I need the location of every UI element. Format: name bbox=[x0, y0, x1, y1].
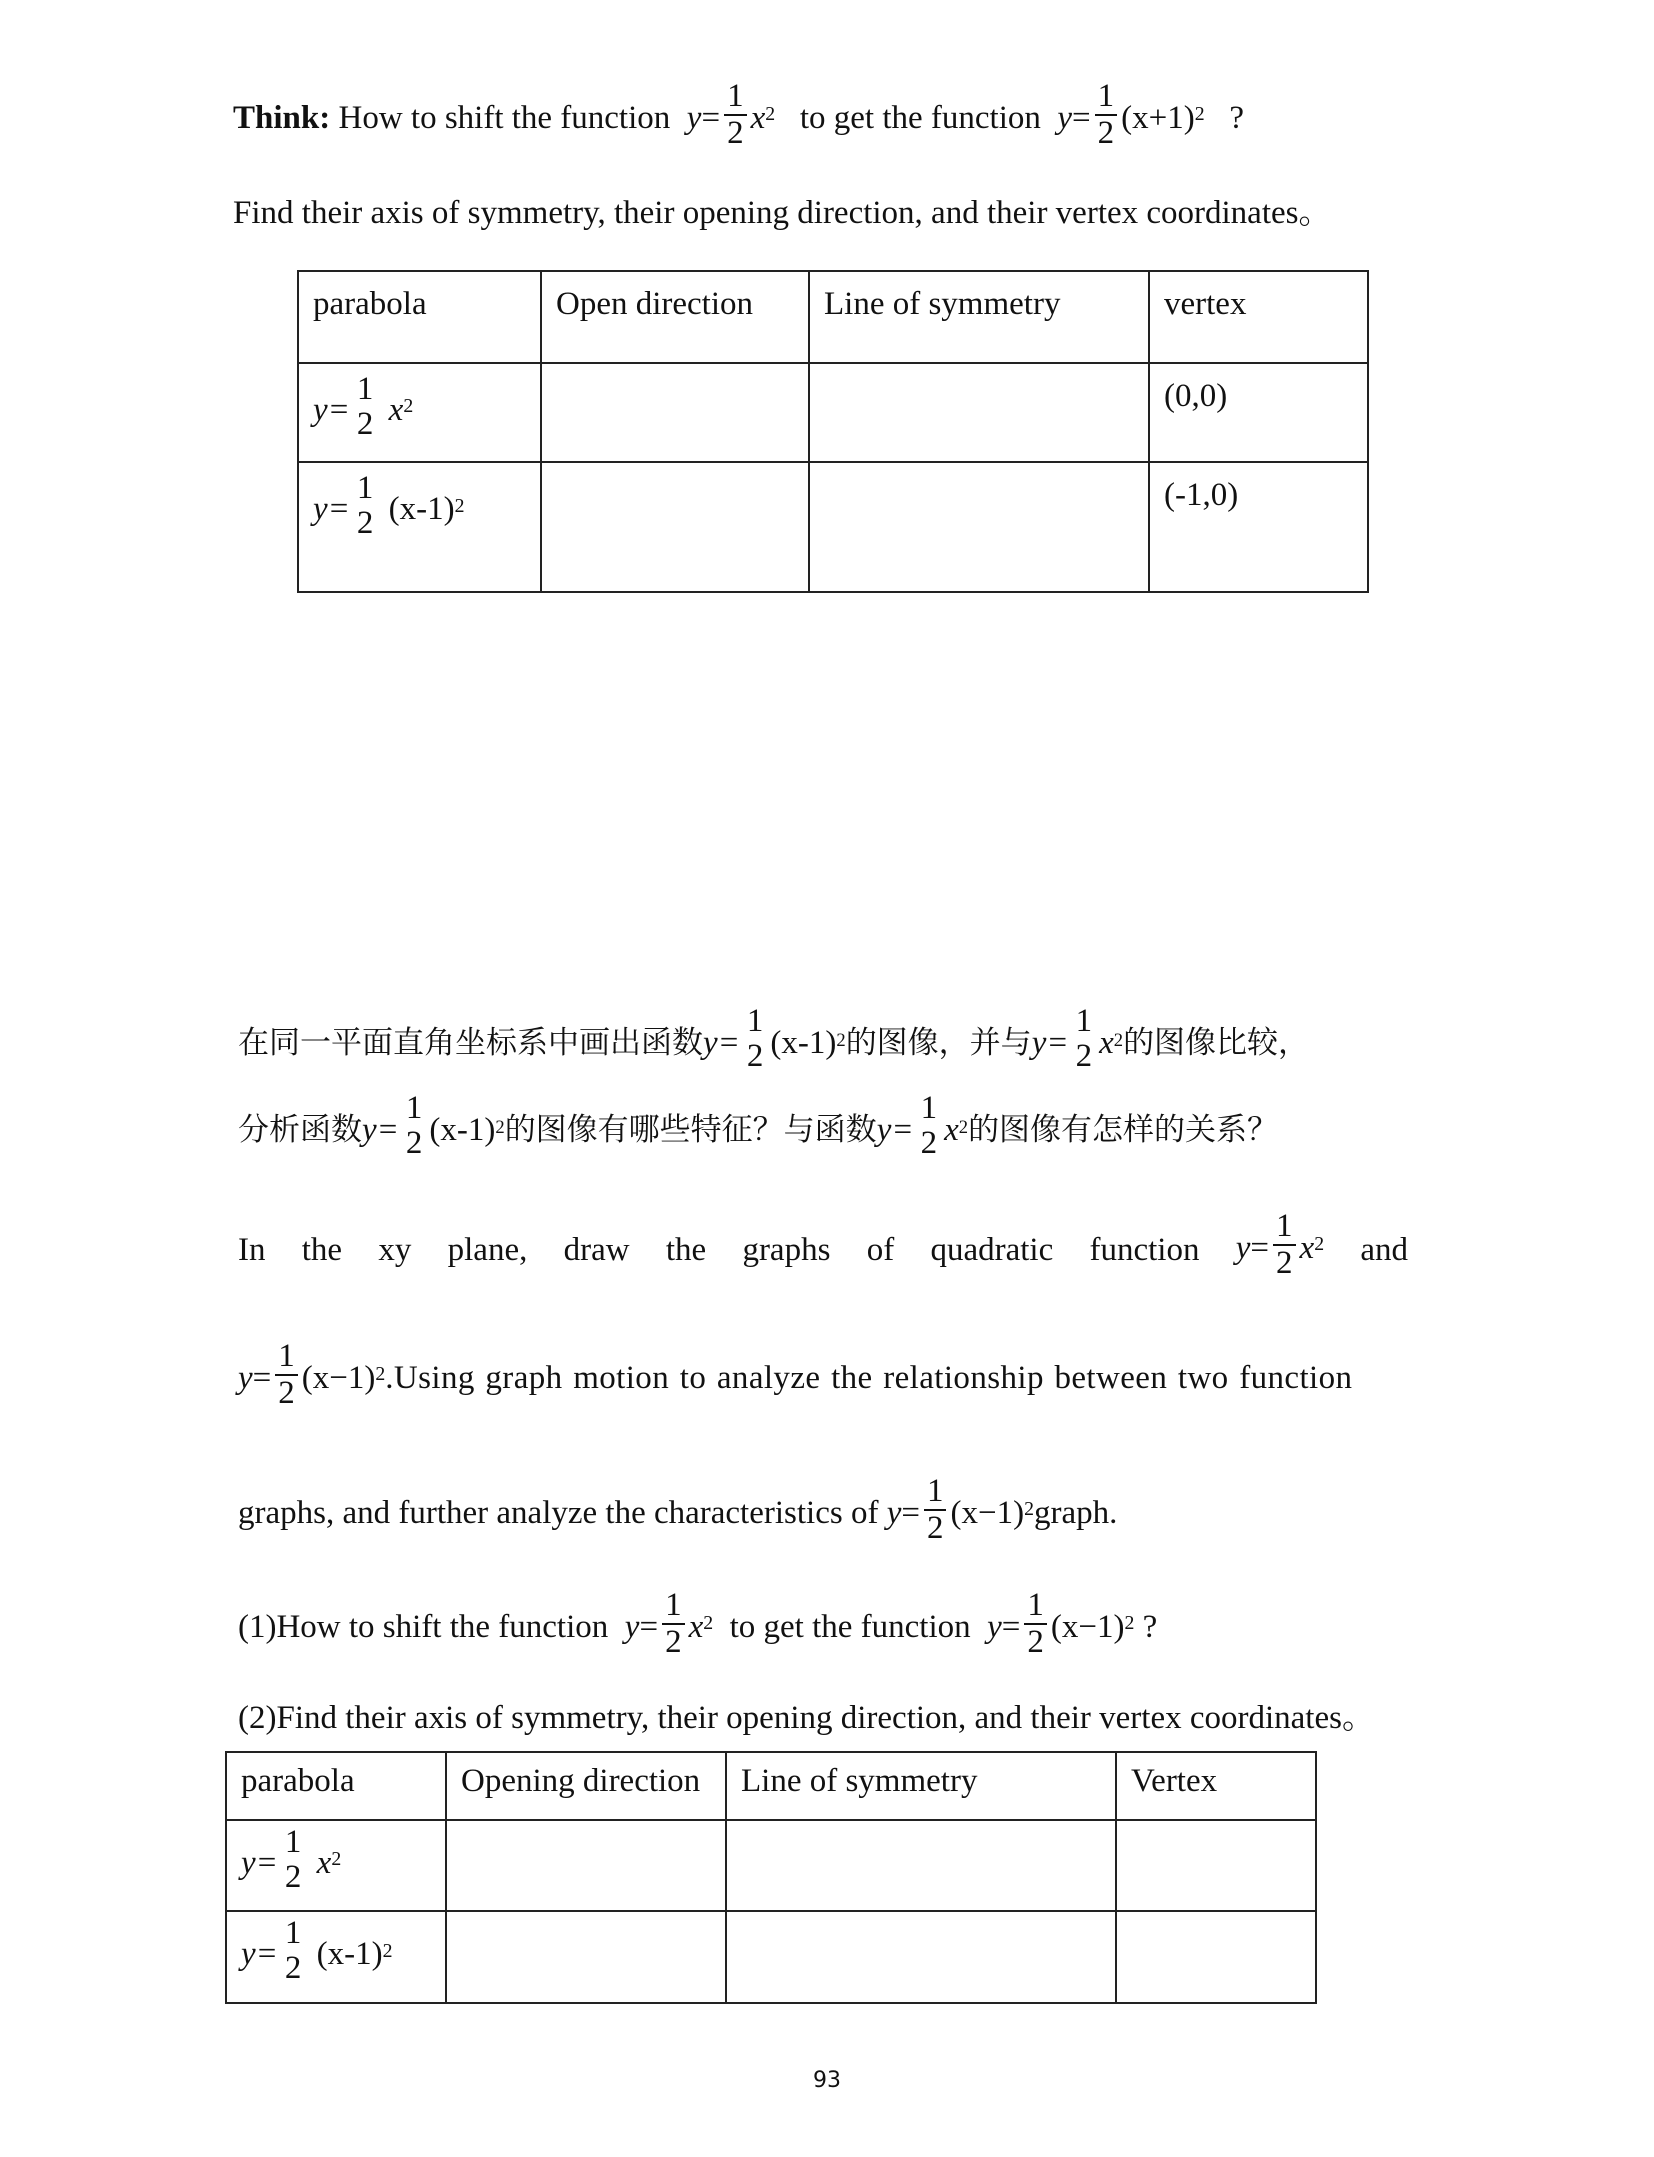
frac-num: 1 bbox=[1097, 78, 1115, 114]
frac-den: 2 bbox=[724, 114, 747, 151]
math-xm1: (x−1) bbox=[950, 1495, 1025, 1532]
frac-den: 2 bbox=[1075, 1037, 1093, 1074]
frac-num: 1 bbox=[356, 470, 374, 507]
word: quadratic bbox=[930, 1232, 1054, 1269]
math-y: y= bbox=[241, 1936, 278, 1973]
frac-num: 1 bbox=[284, 1824, 302, 1860]
fraction-half bbox=[724, 79, 747, 150]
fraction-half bbox=[662, 1588, 685, 1659]
frac-num: 1 bbox=[278, 1338, 295, 1374]
word: the bbox=[301, 1232, 343, 1269]
math-y: y bbox=[987, 1609, 1002, 1646]
math-x: x bbox=[1299, 1230, 1315, 1267]
math-sq: 2 bbox=[495, 1116, 505, 1138]
en-text: graph. bbox=[1033, 1495, 1118, 1532]
en-line-2 bbox=[238, 1338, 1408, 1416]
frac-num: 1 bbox=[356, 371, 374, 407]
frac-num: 1 bbox=[665, 1587, 682, 1623]
math-xm1: (x-1) bbox=[316, 1936, 383, 1973]
zh-text: 的图像有哪些特征？与函数 bbox=[504, 1112, 877, 1149]
cell-line-of-symmetry bbox=[726, 1820, 1116, 1911]
formula-cell bbox=[298, 462, 541, 592]
question-2: (2)Find their axis of symmetry, their opening direction, and their vertex coordinates。 bbox=[238, 1700, 1375, 1736]
fraction-half bbox=[1073, 1004, 1096, 1073]
word: draw bbox=[563, 1232, 630, 1269]
cell-open-direction bbox=[541, 363, 809, 462]
frac-num: 1 bbox=[727, 78, 744, 114]
math-eq: = bbox=[901, 1495, 920, 1532]
math-x: x bbox=[750, 100, 766, 137]
formula-cell bbox=[226, 1911, 446, 2002]
table-row bbox=[298, 363, 1368, 462]
math-xm1: (x-1) bbox=[770, 1025, 837, 1062]
math-eq: = bbox=[252, 1360, 272, 1397]
en-line-1 bbox=[238, 1208, 1408, 1286]
math-eq: = bbox=[701, 100, 721, 137]
zh-line-1 bbox=[238, 1003, 1310, 1079]
math-xm1: (x−1) bbox=[301, 1360, 376, 1397]
cell-line-of-symmetry bbox=[809, 462, 1149, 592]
frac-den: 2 bbox=[1273, 1244, 1296, 1281]
frac-den: 2 bbox=[924, 1509, 947, 1546]
math-x: x bbox=[388, 392, 404, 429]
math-sq: 2 bbox=[1314, 1233, 1325, 1256]
header-line-of-symmetry: Line of symmetry bbox=[726, 1752, 1116, 1820]
cell-vertex: (-1,0) bbox=[1149, 462, 1368, 592]
math-y: y= bbox=[313, 392, 350, 429]
formula-cell bbox=[226, 1820, 446, 1911]
think-label: Think: bbox=[233, 100, 331, 137]
fraction-half bbox=[354, 471, 377, 540]
math-xm1: (x-1) bbox=[388, 491, 455, 528]
word: plane, bbox=[447, 1232, 528, 1269]
think-text: How to shift the function bbox=[338, 100, 671, 137]
table-row bbox=[226, 1820, 1316, 1911]
frac-den: 2 bbox=[356, 504, 374, 541]
fraction-half bbox=[354, 372, 377, 441]
math-y: y= bbox=[362, 1112, 399, 1149]
math-sq: 2 bbox=[958, 1116, 969, 1138]
math-eq: = bbox=[1001, 1609, 1021, 1646]
math-x: x bbox=[316, 1845, 332, 1882]
frac-den: 2 bbox=[275, 1374, 298, 1411]
question-mark: ? bbox=[1229, 100, 1245, 137]
q1-text: (1)How to shift the function bbox=[238, 1609, 609, 1646]
fraction-half bbox=[282, 1825, 305, 1894]
header-vertex: vertex bbox=[1149, 271, 1368, 363]
en-line-3 bbox=[238, 1473, 1118, 1551]
math-eq: = bbox=[1250, 1230, 1270, 1267]
formula-inline bbox=[1235, 1208, 1325, 1286]
header-opening-direction: Opening direction bbox=[446, 1752, 726, 1820]
en-text: .Using graph motion to analyze the relationship between two function bbox=[385, 1360, 1353, 1397]
frac-den: 2 bbox=[746, 1037, 764, 1074]
math-eq: = bbox=[1072, 100, 1091, 137]
header-open-direction: Open direction bbox=[541, 271, 809, 363]
math-sq: 2 bbox=[375, 1363, 386, 1386]
frac-den: 2 bbox=[405, 1124, 423, 1161]
frac-num: 1 bbox=[920, 1090, 938, 1126]
table-2 bbox=[225, 1751, 1317, 2004]
word: the bbox=[665, 1232, 707, 1269]
math-y: y bbox=[238, 1360, 253, 1397]
math-sq: 2 bbox=[454, 494, 465, 517]
fraction-half bbox=[282, 1916, 305, 1985]
frac-den: 2 bbox=[1024, 1623, 1047, 1660]
math-y: y bbox=[624, 1609, 640, 1646]
word: and bbox=[1360, 1232, 1408, 1269]
header-line-of-symmetry: Line of symmetry bbox=[809, 271, 1149, 363]
zh-text: 在同一平面直角坐标系中画出函数 bbox=[238, 1025, 703, 1062]
frac-den: 2 bbox=[284, 1858, 302, 1895]
frac-num: 1 bbox=[405, 1090, 423, 1126]
table-header-row bbox=[226, 1752, 1316, 1820]
cell-vertex: (0,0) bbox=[1149, 363, 1368, 462]
cell-vertex bbox=[1116, 1911, 1316, 2002]
frac-den: 2 bbox=[920, 1124, 938, 1161]
math-sq: 2 bbox=[836, 1029, 846, 1051]
math-y: y= bbox=[1031, 1025, 1069, 1062]
math-sq: 2 bbox=[382, 1939, 393, 1962]
question-mark: ? bbox=[1142, 1609, 1158, 1646]
word: graphs bbox=[742, 1232, 831, 1269]
math-xm1: (x−1) bbox=[1050, 1609, 1125, 1646]
zh-text: 的图像，并与 bbox=[845, 1025, 1032, 1062]
math-y: y bbox=[886, 1495, 902, 1532]
math-y: y bbox=[1057, 100, 1073, 137]
header-parabola: parabola bbox=[298, 271, 541, 363]
formula-cell bbox=[298, 363, 541, 462]
q1-text: to get the function bbox=[729, 1609, 971, 1646]
math-y: y= bbox=[703, 1025, 740, 1062]
frac-num: 1 bbox=[926, 1473, 944, 1509]
math-xp1: (x+1) bbox=[1121, 100, 1195, 137]
cell-open-direction bbox=[541, 462, 809, 592]
find-line-1: Find their axis of symmetry, their opening direction, and their vertex coordinates。 bbox=[233, 195, 1332, 231]
table-1 bbox=[297, 270, 1369, 593]
word: of bbox=[866, 1232, 895, 1269]
fraction-half bbox=[744, 1004, 767, 1073]
word: In bbox=[238, 1232, 266, 1269]
cell-opening-direction bbox=[446, 1911, 726, 2002]
math-x: x bbox=[688, 1609, 704, 1646]
math-x: x bbox=[1099, 1025, 1114, 1062]
cell-line-of-symmetry bbox=[726, 1911, 1116, 2002]
math-sq: 2 bbox=[1113, 1029, 1124, 1051]
math-sq: 2 bbox=[331, 1848, 342, 1871]
math-eq: = bbox=[639, 1609, 659, 1646]
table-header-row bbox=[298, 271, 1368, 363]
math-y: y bbox=[686, 100, 702, 137]
fraction-half bbox=[1273, 1209, 1296, 1280]
frac-den: 2 bbox=[356, 405, 374, 442]
cell-vertex bbox=[1116, 1820, 1316, 1911]
fraction-half bbox=[1095, 79, 1118, 150]
math-y: y= bbox=[241, 1845, 278, 1882]
question-1 bbox=[238, 1587, 1158, 1665]
math-sq: 2 bbox=[1124, 1612, 1135, 1635]
math-y: y= bbox=[313, 491, 350, 528]
math-xm1: (x-1) bbox=[429, 1112, 496, 1149]
math-y: y= bbox=[876, 1112, 914, 1149]
frac-num: 1 bbox=[1027, 1587, 1044, 1623]
frac-den: 2 bbox=[284, 1949, 302, 1986]
fraction-half bbox=[924, 1474, 947, 1545]
zh-text: 分析函数 bbox=[238, 1112, 362, 1149]
table-row bbox=[226, 1911, 1316, 2002]
think-line bbox=[233, 78, 1245, 156]
frac-den: 2 bbox=[662, 1623, 685, 1660]
frac-num: 1 bbox=[746, 1003, 764, 1039]
fraction-half bbox=[1024, 1588, 1047, 1659]
math-sq: 2 bbox=[765, 103, 776, 126]
table-row bbox=[298, 462, 1368, 592]
math-sq: 2 bbox=[403, 395, 414, 418]
cell-opening-direction bbox=[446, 1820, 726, 1911]
cell-line-of-symmetry bbox=[809, 363, 1149, 462]
math-sq: 2 bbox=[1194, 103, 1205, 126]
word: function bbox=[1089, 1232, 1200, 1269]
fraction-half bbox=[275, 1339, 298, 1410]
en-text: graphs, and further analyze the characteristics of bbox=[238, 1495, 879, 1532]
zh-text: 的图像有怎样的关系？ bbox=[968, 1112, 1279, 1149]
zh-text: 的图像比较， bbox=[1123, 1025, 1310, 1062]
frac-num: 1 bbox=[284, 1915, 302, 1952]
fraction-half bbox=[403, 1091, 426, 1160]
page-number: 93 bbox=[813, 2068, 841, 2093]
math-sq: 2 bbox=[703, 1612, 714, 1635]
math-sq: 2 bbox=[1024, 1498, 1034, 1521]
fraction-half bbox=[918, 1091, 941, 1160]
math-x: x bbox=[944, 1112, 959, 1149]
math-y: y bbox=[1235, 1230, 1251, 1267]
frac-num: 1 bbox=[1276, 1208, 1293, 1244]
header-parabola: parabola bbox=[226, 1752, 446, 1820]
zh-line-2 bbox=[238, 1090, 1279, 1166]
header-vertex: Vertex bbox=[1116, 1752, 1316, 1820]
frac-den: 2 bbox=[1095, 114, 1118, 151]
word: xy bbox=[378, 1232, 412, 1269]
think-text-2: to get the function bbox=[799, 100, 1041, 137]
frac-num: 1 bbox=[1075, 1003, 1093, 1039]
